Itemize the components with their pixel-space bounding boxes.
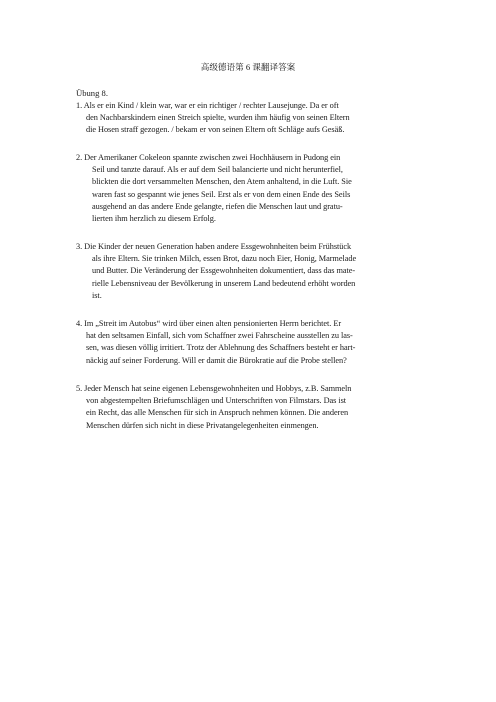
exercise-line: ausgehend an das andere Ende gelangte, riefen die Menschen laut und gratu- xyxy=(92,201,343,211)
exercise-line: 4. Im „Streit im Autobus“ wird über einen alten pensionierten Herrn berichtet. Er xyxy=(76,319,342,328)
exercise-line: die Hosen straff gezogen. / bekam er von seinen Eltern oft Schläge aufs Gesäß. xyxy=(86,125,345,135)
exercise-line: 2. Der Amerikaner Cokeleon spannte zwischen zwei Hochhäusern in Pudong ein xyxy=(76,153,341,162)
exercise-line: ein Recht, das alle Menschen für sich in Anspruch nehmen können. Die anderen xyxy=(86,408,349,418)
exercise-line: waren fast so gespannt wie jenes Seil. Erst als er von dem einen Ende des Seils xyxy=(92,189,351,199)
exercise-2 xyxy=(76,152,428,225)
exercise-line: ist. xyxy=(92,290,102,300)
exercise-3 xyxy=(76,241,428,302)
exercise-line: Seil und tanzte darauf. Als er auf dem Seil balancierte und nicht herunterfiel, xyxy=(92,165,343,175)
document-title: 高级德语第 6 课翻译答案 xyxy=(200,62,296,72)
exercise-line: 5. Jeder Mensch hat seine eigenen Lebensgewohnheiten und Hobbys, z.B. Sammeln xyxy=(76,384,352,393)
exercise-1 xyxy=(76,100,428,137)
exercise-line: sen, was diesen völlig irritiert. Trotz der Ablehnung des Schaffners besteht er hart- xyxy=(86,343,356,353)
exercise-line: blickten die dort versammelten Menschen, den Atem anhaltend, in die Luft. Sie xyxy=(92,177,352,187)
exercise-line: und Butter. Die Veränderung der Essgewohnheiten dokumentiert, dass das mate- xyxy=(92,266,356,276)
exercise-4 xyxy=(76,318,428,367)
exercise-line: den Nachbarskindern einen Streich spielte, wurden ihm häufig von seinen Eltern xyxy=(86,113,350,123)
exercise-line: als ihre Eltern. Sie trinken Milch, essen Brot, dazu noch Eier, Honig, Marmelade xyxy=(92,254,357,264)
exercise-line: rielle Lebensniveau der Bevölkerung in unserem Land bedeutend erhöht worden xyxy=(92,278,356,288)
exercise-line: von abgestempelten Briefumschlägen und Unterschriften von Filmstars. Das ist xyxy=(86,396,347,406)
section-label: Übung 8. xyxy=(76,88,108,98)
exercise-line: lierten ihm herzlich zu diesem Erfolg. xyxy=(92,213,216,223)
exercise-line: 1. Als er ein Kind / klein war, war er ein richtiger / rechter Lausejunge. Da er oft xyxy=(76,101,339,110)
exercise-5 xyxy=(76,383,428,432)
exercise-line: 3. Die Kinder der neuen Generation haben andere Essgewohnheiten beim Frühstück xyxy=(76,242,352,251)
exercise-line: hat den seltsamen Einfall, sich vom Schaffner zwei Fahrscheine ausstellen zu las- xyxy=(86,331,353,341)
exercise-line: Menschen dürfen sich nicht in diese Privatangelegenheiten einmengen. xyxy=(86,420,319,430)
exercise-line: näckig auf seiner Forderung. Will er damit die Bürokratie auf die Probe stellen? xyxy=(86,355,347,365)
